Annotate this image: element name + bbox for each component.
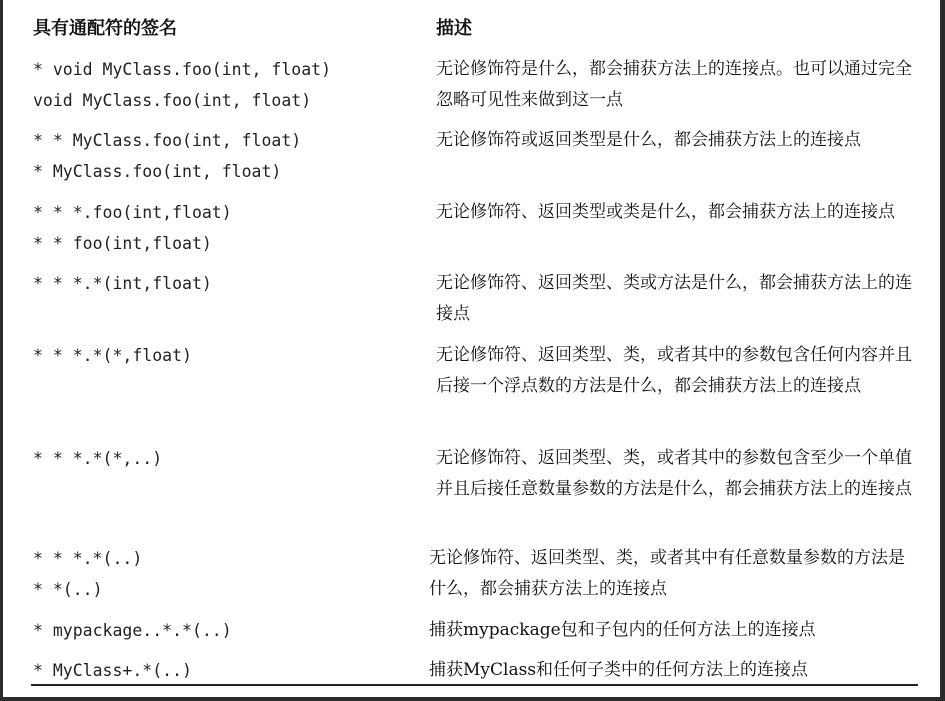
signature-line: * * foo(int,float)	[33, 234, 212, 253]
signature-cell	[33, 615, 423, 646]
table-page	[3, 0, 940, 697]
signature-cell	[33, 655, 423, 686]
header-description: 描述	[436, 18, 472, 39]
signature-line: * *(..)	[33, 580, 103, 599]
signature-line: * MyClass.foo(int, float)	[33, 162, 282, 181]
description-cell: 捕获MyClass和任何子类中的任何方法上的连接点	[429, 660, 809, 680]
signature-cell	[33, 268, 423, 299]
description-cell: 无论修饰符、返回类型、类，或者其中有任意数量参数的方法是什么，都会捕获方法上的连接点	[429, 548, 905, 599]
description-cell: 无论修饰符、返回类型、类或方法是什么，都会捕获方法上的连接点	[436, 273, 912, 324]
description-cell: 无论修饰符、返回类型或类是什么，都会捕获方法上的连接点	[436, 202, 895, 222]
signature-line: * MyClass+.*(..)	[33, 661, 192, 680]
description-cell: 捕获mypackage包和子包内的任何方法上的连接点	[429, 620, 816, 640]
signature-line: * * *.*(..)	[33, 549, 143, 568]
signature-cell	[33, 443, 423, 474]
signature-cell	[33, 125, 423, 187]
signature-line: * * MyClass.foo(int, float)	[33, 131, 302, 150]
signature-line: * mypackage..*.*(..)	[33, 621, 232, 640]
description-cell: 无论修饰符或返回类型是什么，都会捕获方法上的连接点	[436, 130, 861, 150]
signature-cell	[33, 340, 423, 371]
description-cell: 无论修饰符是什么，都会捕获方法上的连接点。也可以通过完全忽略可见性来做到这一点	[436, 59, 912, 110]
description-cell: 无论修饰符、返回类型、类，或者其中的参数包含任何内容并且后接一个浮点数的方法是什么，都会捕获方法上的连接点	[436, 345, 912, 396]
signature-cell	[33, 54, 423, 116]
table-bottom-rule	[31, 684, 918, 686]
signature-line: void MyClass.foo(int, float)	[33, 91, 312, 110]
signature-cell	[33, 197, 423, 259]
signature-line: * * *.*(int,float)	[33, 274, 212, 293]
signature-line: * * *.*(*,float)	[33, 346, 192, 365]
description-cell: 无论修饰符、返回类型、类，或者其中的参数包含至少一个单值并且后接任意数量参数的方法是什么，都会捕获方法上的连接点	[436, 448, 912, 499]
signature-line: * * *.foo(int,float)	[33, 203, 232, 222]
signature-cell	[33, 543, 423, 605]
table-header	[3, 14, 940, 44]
header-signature: 具有通配符的签名	[33, 18, 177, 39]
signature-line: * void MyClass.foo(int, float)	[33, 60, 332, 79]
signature-line: * * *.*(*,..)	[33, 449, 163, 468]
